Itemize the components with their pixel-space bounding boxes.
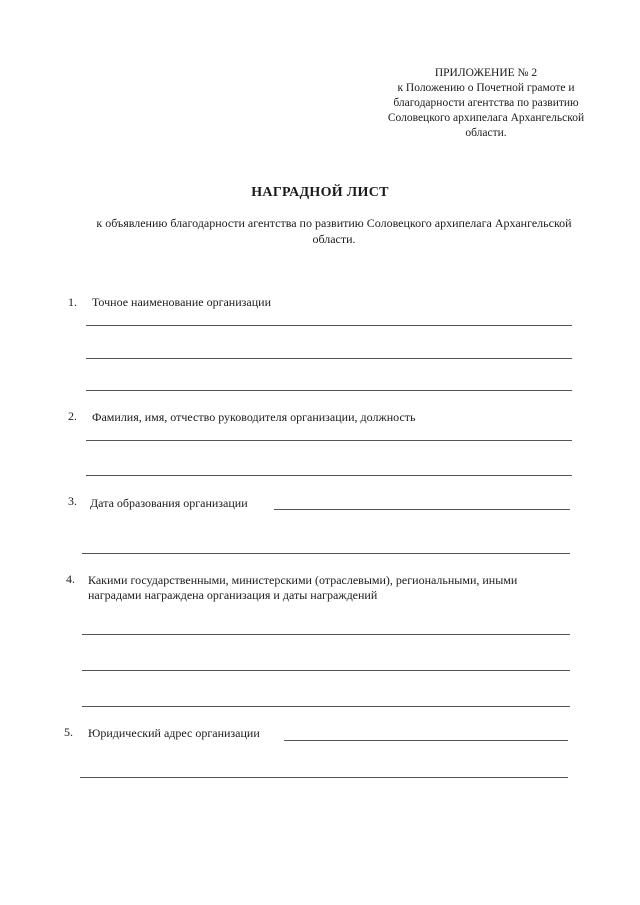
item-1-number: 1.	[68, 295, 77, 309]
item-2-label: Фамилия, имя, отчество руководителя организации, должность	[92, 410, 416, 424]
item-3-number: 3.	[68, 494, 77, 508]
item-5-label: Юридический адрес организации	[88, 726, 260, 740]
appendix-line-4: Соловецкого архипелага Архангельской	[387, 112, 585, 124]
item-4-label-line-1: Какими государственными, министерскими (отраслевыми), региональными, иными	[88, 573, 518, 587]
subtitle-line-2: области.	[312, 232, 356, 246]
item-3-fill-line-1[interactable]	[82, 553, 570, 554]
appendix-line-5: области.	[465, 127, 507, 139]
item-2-fill-line-2[interactable]	[86, 475, 572, 476]
appendix-number: ПРИЛОЖЕНИЕ № 2	[434, 67, 538, 79]
appendix-header	[372, 66, 600, 141]
document-subtitle	[60, 215, 608, 247]
item-1-fill-line-3[interactable]	[86, 390, 572, 391]
item-5-fill-line-inline[interactable]	[284, 740, 568, 741]
item-3-fill-line-inline[interactable]	[274, 509, 570, 510]
appendix-line-2: к Положению о Почетной грамоте и	[397, 82, 575, 94]
item-3-label: Дата образования организации	[90, 496, 248, 510]
item-4-fill-line-1[interactable]	[82, 634, 570, 635]
item-2-fill-line-1[interactable]	[86, 440, 572, 441]
appendix-line-3: благодарности агентства по развитию	[393, 97, 579, 109]
item-1-fill-line-1[interactable]	[86, 325, 572, 326]
item-5-fill-line-1[interactable]	[80, 777, 568, 778]
item-4-label-line-2: наградами награждена организация и даты награждений	[88, 588, 378, 602]
item-4-fill-line-3[interactable]	[82, 706, 570, 707]
item-1-label: Точное наименование организации	[92, 295, 271, 309]
document-title: НАГРАДНОЙ ЛИСТ	[251, 185, 389, 200]
subtitle-line-1: к объявлению благодарности агентства по развитию Соловецкого архипелага Архангельской	[96, 216, 572, 230]
item-2-number: 2.	[68, 409, 77, 423]
item-4-number: 4.	[66, 572, 75, 586]
item-4-fill-line-2[interactable]	[82, 670, 570, 671]
item-1-fill-line-2[interactable]	[86, 358, 572, 359]
item-5-number: 5.	[64, 725, 73, 739]
